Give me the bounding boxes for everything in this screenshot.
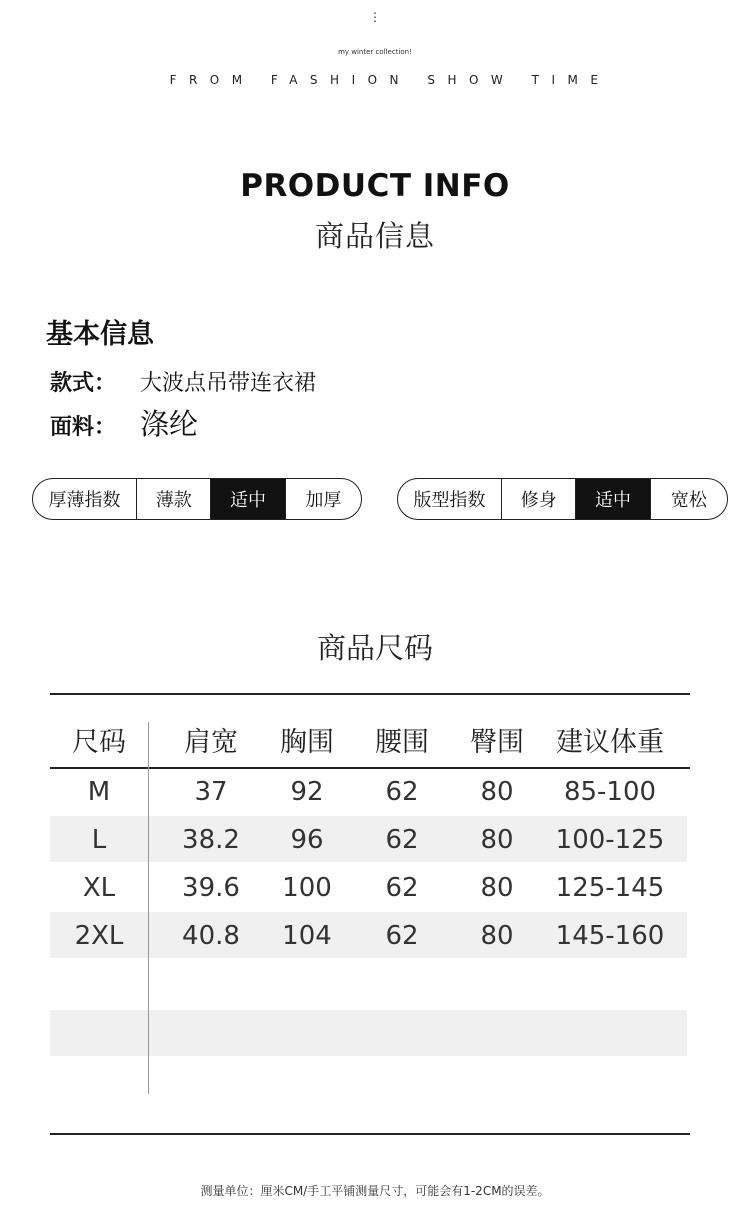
table-cell: 100-125 [555, 825, 665, 855]
column-header: 肩宽 [184, 726, 238, 758]
table-cell: 37 [194, 777, 228, 807]
fit-index-label: 版型指数 [413, 490, 486, 511]
style-value: 大波点吊带连衣裙 [140, 371, 317, 396]
table-cell: 80 [480, 873, 514, 903]
table-bottom-rule [50, 1133, 690, 1135]
table-cell: 104 [282, 921, 332, 951]
table-cell: 92 [290, 777, 324, 807]
tagline: FROM FASHION SHOW TIME [169, 73, 611, 87]
fit-option-slim[interactable]: 修身 [501, 479, 575, 519]
page-title-cn: 商品信息 [314, 219, 435, 253]
size-chart-table [50, 710, 690, 960]
table-cell: 80 [480, 921, 514, 951]
table-row [50, 912, 690, 960]
table-cell: 85-100 [563, 777, 657, 807]
column-header: 胸围 [280, 726, 334, 758]
fabric-row [50, 402, 198, 443]
table-cell: 62 [385, 777, 419, 807]
table-top-rule [50, 693, 690, 695]
page-title-en: PRODUCT INFO [240, 168, 510, 204]
style-label: 款式： [50, 371, 117, 396]
table-cell: 145-160 [555, 921, 665, 951]
table-cell: 80 [480, 777, 514, 807]
thickness-index-selector [32, 478, 362, 520]
table-row [50, 768, 690, 816]
table-cell: 62 [385, 825, 419, 855]
basic-info-heading: 基本信息 [46, 319, 154, 350]
decorative-dots: ⋮ [369, 10, 381, 24]
table-cell: 62 [385, 873, 419, 903]
thickness-option-medium[interactable]: 适中 [210, 479, 284, 519]
table-cell: 39.6 [182, 873, 240, 903]
table-cell: 62 [385, 921, 419, 951]
column-header: 臀围 [470, 726, 524, 758]
row-stripe [50, 1010, 687, 1056]
fit-option-regular[interactable]: 适中 [575, 479, 649, 519]
size-chart-heading: 商品尺码 [316, 631, 433, 665]
fabric-value: 涤纶 [140, 407, 199, 441]
thickness-option-thick[interactable]: 加厚 [285, 479, 361, 519]
measurement-note: 测量单位：厘米CM/手工平铺测量尺寸，可能会有1-2CM的误差。 [200, 1184, 550, 1198]
table-cell: 40.8 [182, 921, 240, 951]
size-chart-header-row [50, 710, 690, 768]
fit-index-selector [397, 478, 728, 520]
table-row [50, 864, 690, 912]
table-row [50, 816, 690, 864]
table-cell: 96 [290, 825, 324, 855]
table-cell: 2XL [74, 921, 124, 951]
column-header: 尺码 [72, 726, 126, 758]
table-cell: M [87, 777, 111, 807]
table-cell: L [91, 825, 107, 855]
table-cell: 80 [480, 825, 514, 855]
column-header: 建议体重 [556, 726, 664, 758]
thickness-option-thin[interactable]: 薄款 [136, 479, 210, 519]
fabric-label: 面料： [50, 415, 117, 440]
table-cell: 38.2 [182, 825, 240, 855]
collection-note: my winter collection! [338, 48, 412, 56]
column-header: 腰围 [375, 726, 429, 758]
table-cell: XL [82, 873, 116, 903]
style-row [50, 366, 316, 397]
table-cell: 100 [282, 873, 332, 903]
table-cell: 125-145 [555, 873, 665, 903]
thickness-index-label: 厚薄指数 [48, 490, 121, 511]
fit-option-loose[interactable]: 宽松 [650, 479, 727, 519]
